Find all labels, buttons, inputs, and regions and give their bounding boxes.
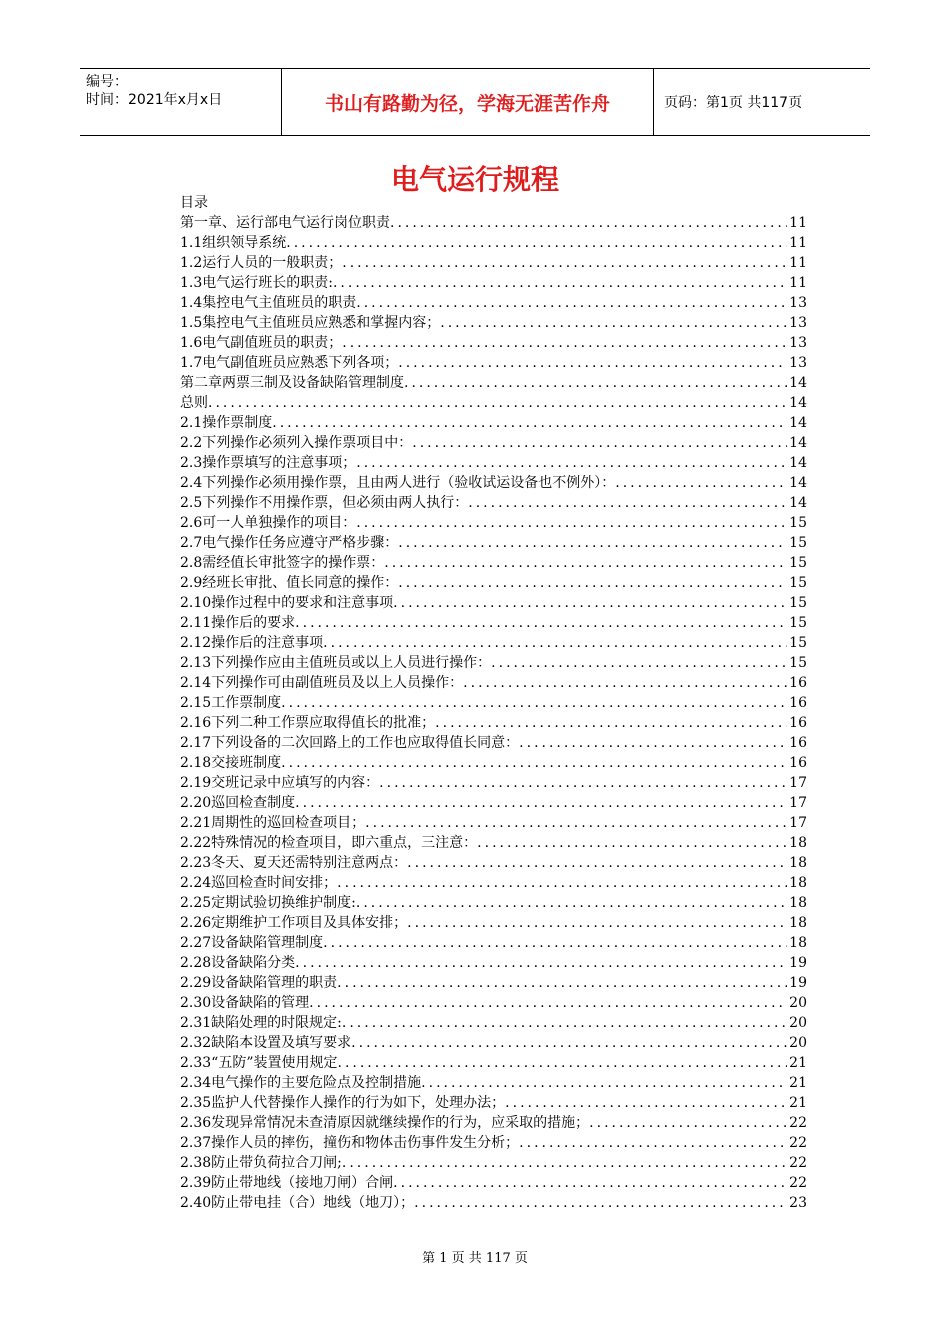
toc-entry[interactable] <box>180 833 807 853</box>
toc-entry-page: 16 <box>789 675 807 691</box>
toc-entry-page: 20 <box>789 1015 807 1031</box>
toc-leader-dots <box>407 853 787 873</box>
toc-entry[interactable] <box>180 1033 807 1053</box>
toc-entry-title: 2.5下列操作不用操作票，但必须由两人执行： <box>180 495 469 511</box>
toc-entry[interactable] <box>180 1133 807 1153</box>
toc-entry-title: 2.24巡回检查时间安排； <box>180 875 338 891</box>
toc-entry-title: 2.21周期性的巡回检查项目； <box>180 815 366 831</box>
toc-entry-page: 15 <box>789 535 807 551</box>
toc-entry-title: 2.11操作后的要求 <box>180 615 296 631</box>
toc-entry-page: 14 <box>789 375 807 391</box>
toc-leader-dots <box>393 1173 787 1193</box>
toc-entry-title: 2.19交班记录中应填写的内容： <box>180 775 380 791</box>
toc-entry-page: 15 <box>789 555 807 571</box>
toc-entry[interactable] <box>180 813 807 833</box>
toc-entry-page: 14 <box>789 475 807 491</box>
toc-entry[interactable] <box>180 1193 807 1213</box>
toc-entry-title: 2.25定期试验切换维护制度: <box>180 895 356 911</box>
toc-entry[interactable] <box>180 553 807 573</box>
toc-leader-dots <box>393 593 787 613</box>
toc-entry[interactable] <box>180 373 807 393</box>
toc-entry-title: 2.8需经值长审批签字的操作票： <box>180 555 385 571</box>
toc-entry-page: 11 <box>789 235 807 251</box>
toc-leader-dots <box>414 1193 787 1213</box>
toc-leader-dots <box>519 1133 787 1153</box>
toc-entry-title: 2.38防止带负荷拉合刀闸; <box>180 1155 342 1171</box>
toc-leader-dots <box>295 613 787 633</box>
toc-leader-dots <box>440 313 787 333</box>
toc-leader-dots <box>463 673 787 693</box>
toc-leader-dots <box>342 1013 787 1033</box>
toc-entry[interactable] <box>180 653 807 673</box>
toc-entry-title: 2.17下列设备的二次回路上的工作也应取得值长同意： <box>180 735 520 751</box>
toc-entry[interactable] <box>180 213 807 233</box>
toc-entry-page: 21 <box>789 1055 807 1071</box>
toc-entry-title: 2.7电气操作任务应遵守严格步骤： <box>180 535 399 551</box>
toc-leader-dots <box>337 873 787 893</box>
toc-leader-dots <box>333 273 787 293</box>
toc-entry-page: 16 <box>789 695 807 711</box>
toc-entry[interactable] <box>180 773 807 793</box>
toc-entry-title: 2.26定期维护工作项目及具体安排； <box>180 915 408 931</box>
toc-leader-dots <box>295 793 787 813</box>
toc-entry[interactable] <box>180 893 807 913</box>
toc-leader-dots <box>281 693 787 713</box>
toc-leader-dots <box>338 1053 788 1073</box>
toc-leader-dots <box>365 813 787 833</box>
toc-entry-page: 14 <box>789 435 807 451</box>
toc-entry-title: 2.23冬天、夏天还需特别注意两点： <box>180 855 408 871</box>
toc-entry[interactable] <box>180 793 807 813</box>
toc-entry-page: 17 <box>789 795 807 811</box>
toc-entry-title: 2.40防止带电挂（合）地线（地刀）； <box>180 1195 415 1211</box>
toc-entry-page: 13 <box>789 335 807 351</box>
toc-entry-title: 1.3电气运行班长的职责: <box>180 275 333 291</box>
toc-entry-page: 15 <box>789 655 807 671</box>
toc-entry[interactable] <box>180 933 807 953</box>
toc-entry[interactable] <box>180 353 807 373</box>
toc-entry-title: 2.35监护人代替操作人操作的行为如下，处理办法； <box>180 1095 506 1111</box>
toc-entry-page: 22 <box>789 1155 807 1171</box>
toc-entry[interactable] <box>180 1173 807 1193</box>
toc-entry-page: 16 <box>789 715 807 731</box>
toc-entry-page: 11 <box>789 275 807 291</box>
toc-entry-page: 14 <box>789 455 807 471</box>
toc-leader-dots <box>589 1113 787 1133</box>
toc-entry[interactable] <box>180 853 807 873</box>
toc-entry[interactable] <box>180 973 807 993</box>
toc-entry[interactable] <box>180 1093 807 1113</box>
toc-entry-title: 2.2下列操作必须列入操作票项目中： <box>180 435 413 451</box>
toc-entry-title: 2.37操作人员的摔伤，撞伤和物体击伤事件发生分析； <box>180 1135 520 1151</box>
toc-leader-dots <box>398 353 787 373</box>
toc-entry-title: 2.30设备缺陷的管理 <box>180 995 310 1011</box>
toc-leader-dots <box>342 1153 787 1173</box>
toc-entry[interactable] <box>180 313 807 333</box>
toc-entry-title: 2.14下列操作可由副值班员及以上人员操作： <box>180 675 464 691</box>
toc-entry-page: 19 <box>789 955 807 971</box>
toc-entry-page: 18 <box>789 935 807 951</box>
toc-entry-page: 18 <box>789 875 807 891</box>
toc-entry[interactable] <box>180 333 807 353</box>
toc-entry[interactable] <box>180 433 807 453</box>
toc-entry-title: 2.39防止带地线（接地刀闸）合闸 <box>180 1175 394 1191</box>
toc-entry-title: 1.6电气副值班员的职责； <box>180 335 343 351</box>
toc-leader-dots <box>404 373 787 393</box>
toc-entry-title: 2.28设备缺陷分类 <box>180 955 296 971</box>
toc-entry-title: 2.10操作过程中的要求和注意事项 <box>180 595 394 611</box>
toc-leader-dots <box>468 493 787 513</box>
document-code-label: 编号： <box>86 74 128 90</box>
toc-entry-title: 1.4集控电气主值班员的职责 <box>180 295 357 311</box>
toc-entry-title: 2.36发现异常情况未查清原因就继续操作的行为，应采取的措施； <box>180 1115 590 1131</box>
toc-entry[interactable] <box>180 993 807 1013</box>
toc-entry-page: 17 <box>789 815 807 831</box>
toc-entry[interactable] <box>180 693 807 713</box>
toc-entry[interactable] <box>180 593 807 613</box>
toc-heading: 目录 <box>180 195 208 211</box>
toc-entry[interactable] <box>180 493 807 513</box>
toc-entry[interactable] <box>180 613 807 633</box>
toc-entry-page: 13 <box>789 315 807 331</box>
toc-leader-dots <box>295 953 787 973</box>
toc-entry-title: 2.6可一人单独操作的项目： <box>180 515 357 531</box>
toc-entry-title: 2.13下列操作应由主值班员或以上人员进行操作： <box>180 655 492 671</box>
toc-entry-page: 23 <box>789 1195 807 1211</box>
toc-leader-dots <box>342 333 787 353</box>
toc-leader-dots <box>398 573 787 593</box>
toc-entry-page: 15 <box>789 515 807 531</box>
toc-leader-dots <box>281 753 787 773</box>
toc-leader-dots <box>412 433 787 453</box>
toc-entry-page: 20 <box>789 995 807 1011</box>
toc-entry[interactable] <box>180 913 807 933</box>
toc-entry-title: 2.16下列二种工作票应取得值长的批准； <box>180 715 436 731</box>
toc-entry-page: 18 <box>789 915 807 931</box>
header-motto: 书山有路勤为径，学海无涯苦作舟 <box>282 69 654 135</box>
toc-entry-title: 1.1组织领导系统 <box>180 235 287 251</box>
toc-entry-title: 2.4下列操作必须用操作票，且由两人进行（验收试运设备也不例外）： <box>180 475 616 491</box>
toc-entry-page: 11 <box>789 215 807 231</box>
toc-entry-page: 22 <box>789 1135 807 1151</box>
toc-entry-page: 18 <box>789 855 807 871</box>
header-page-info: 页码：第1页 共117页 <box>664 95 803 111</box>
toc-entry-title: 2.15工作票制度 <box>180 695 282 711</box>
toc-entry-page: 14 <box>789 495 807 511</box>
toc-entry[interactable] <box>180 733 807 753</box>
toc-entry-title: 1.5集控电气主值班员应熟悉和掌握内容； <box>180 315 441 331</box>
toc-entry-title: 2.1操作票制度 <box>180 415 273 431</box>
toc-entry-page: 18 <box>789 895 807 911</box>
toc-entry-page: 18 <box>789 835 807 851</box>
toc-leader-dots <box>435 713 787 733</box>
toc-entry[interactable] <box>180 1053 807 1073</box>
toc-entry-page: 22 <box>789 1115 807 1131</box>
toc-leader-dots <box>323 933 787 953</box>
toc-entry-page: 11 <box>789 255 807 271</box>
toc-leader-dots <box>477 833 787 853</box>
toc-entry-title: 2.9经班长审批、值长同意的操作： <box>180 575 399 591</box>
toc-entry-title: 1.7电气副值班员应熟悉下列各项； <box>180 355 399 371</box>
toc-entry[interactable] <box>180 233 807 253</box>
toc-entry-title: 2.3操作票填写的注意事项； <box>180 455 357 471</box>
toc-leader-dots <box>379 773 787 793</box>
toc-entry[interactable] <box>180 393 807 413</box>
toc-entry[interactable] <box>180 633 807 653</box>
toc-entry[interactable] <box>180 673 807 693</box>
toc-entry-page: 21 <box>789 1095 807 1111</box>
header-meta <box>80 69 282 135</box>
toc-leader-dots <box>398 533 787 553</box>
toc-entry-title: 2.22特殊情况的检查项目，即六重点，三注意： <box>180 835 478 851</box>
toc-leader-dots <box>337 973 787 993</box>
toc-entry-page: 15 <box>789 615 807 631</box>
toc-entry-title: 2.32缺陷本设置及填写要求 <box>180 1035 352 1051</box>
toc-entry-page: 15 <box>789 635 807 651</box>
toc-entry[interactable] <box>180 413 807 433</box>
toc-leader-dots <box>342 253 787 273</box>
toc-entry[interactable] <box>180 253 807 273</box>
toc-entry-page: 16 <box>789 735 807 751</box>
toc-leader-dots <box>309 993 787 1013</box>
toc-entry-page: 14 <box>789 415 807 431</box>
toc-entry-title: 第一章、运行部电气运行岗位职责 <box>180 215 390 231</box>
toc-entry-page: 14 <box>789 395 807 411</box>
toc-entry-title: 2.27设备缺陷管理制度 <box>180 935 324 951</box>
toc-entry-title: 2.12操作后的注意事项 <box>180 635 324 651</box>
toc-entry-title: 总则 <box>180 395 208 411</box>
toc-entry[interactable] <box>180 513 807 533</box>
toc-entry[interactable] <box>180 273 807 293</box>
toc-leader-dots <box>356 513 787 533</box>
toc-leader-dots <box>390 213 787 233</box>
toc-entry[interactable] <box>180 1113 807 1133</box>
toc-entry-page: 16 <box>789 755 807 771</box>
toc-entry[interactable] <box>180 473 807 493</box>
toc-entry[interactable] <box>180 533 807 553</box>
toc-entry[interactable] <box>180 713 807 733</box>
toc-entry-page: 20 <box>789 1035 807 1051</box>
toc-leader-dots <box>421 1073 787 1093</box>
toc-entry-page: 13 <box>789 295 807 311</box>
toc-leader-dots <box>356 293 787 313</box>
toc-entry[interactable] <box>180 453 807 473</box>
toc-entry-title: 2.31缺陷处理的时限规定: <box>180 1015 342 1031</box>
toc-leader-dots <box>407 913 787 933</box>
toc-entry-page: 15 <box>789 595 807 611</box>
toc-entry-title: 2.20巡回检查制度 <box>180 795 296 811</box>
page-header <box>80 68 870 136</box>
toc-entry-title: 2.34电气操作的主要危险点及控制措施 <box>180 1075 422 1091</box>
toc-entry-title: 2.18交接班制度 <box>180 755 282 771</box>
toc-leader-dots <box>491 653 787 673</box>
toc-entry[interactable] <box>180 873 807 893</box>
toc-entry[interactable] <box>180 1013 807 1033</box>
toc-leader-dots <box>323 633 787 653</box>
toc-entry-title: 2.29设备缺陷管理的职责 <box>180 975 338 991</box>
toc-entry[interactable] <box>180 1073 807 1093</box>
toc-leader-dots <box>519 733 787 753</box>
toc-entry[interactable] <box>180 753 807 773</box>
toc-entry[interactable] <box>180 1153 807 1173</box>
document-title: 电气运行规程 <box>390 163 559 196</box>
document-time-label: 时间：2021年x月x日 <box>86 92 223 108</box>
toc-entry[interactable] <box>180 293 807 313</box>
toc-leader-dots <box>615 473 787 493</box>
table-of-contents <box>180 213 807 1213</box>
toc-entry-title: 1.2运行人员的一般职责； <box>180 255 343 271</box>
toc-leader-dots <box>356 893 787 913</box>
toc-entry-page: 13 <box>789 355 807 371</box>
toc-entry-title: 2.33“五防”装置使用规定 <box>180 1055 338 1071</box>
toc-entry-page: 17 <box>789 775 807 791</box>
toc-entry[interactable] <box>180 573 807 593</box>
toc-entry-page: 22 <box>789 1175 807 1191</box>
toc-leader-dots <box>505 1093 787 1113</box>
toc-entry[interactable] <box>180 953 807 973</box>
toc-leader-dots <box>356 453 787 473</box>
toc-leader-dots <box>272 413 787 433</box>
toc-entry-title: 第二章两票三制及设备缺陷管理制度 <box>180 375 404 391</box>
toc-leader-dots <box>286 233 787 253</box>
toc-entry-page: 21 <box>789 1075 807 1091</box>
toc-entry-page: 19 <box>789 975 807 991</box>
toc-leader-dots <box>208 393 787 413</box>
toc-entry-page: 15 <box>789 575 807 591</box>
page-footer: 第 1 页 共 117 页 <box>422 1251 528 1266</box>
toc-leader-dots <box>384 553 787 573</box>
toc-leader-dots <box>351 1033 787 1053</box>
